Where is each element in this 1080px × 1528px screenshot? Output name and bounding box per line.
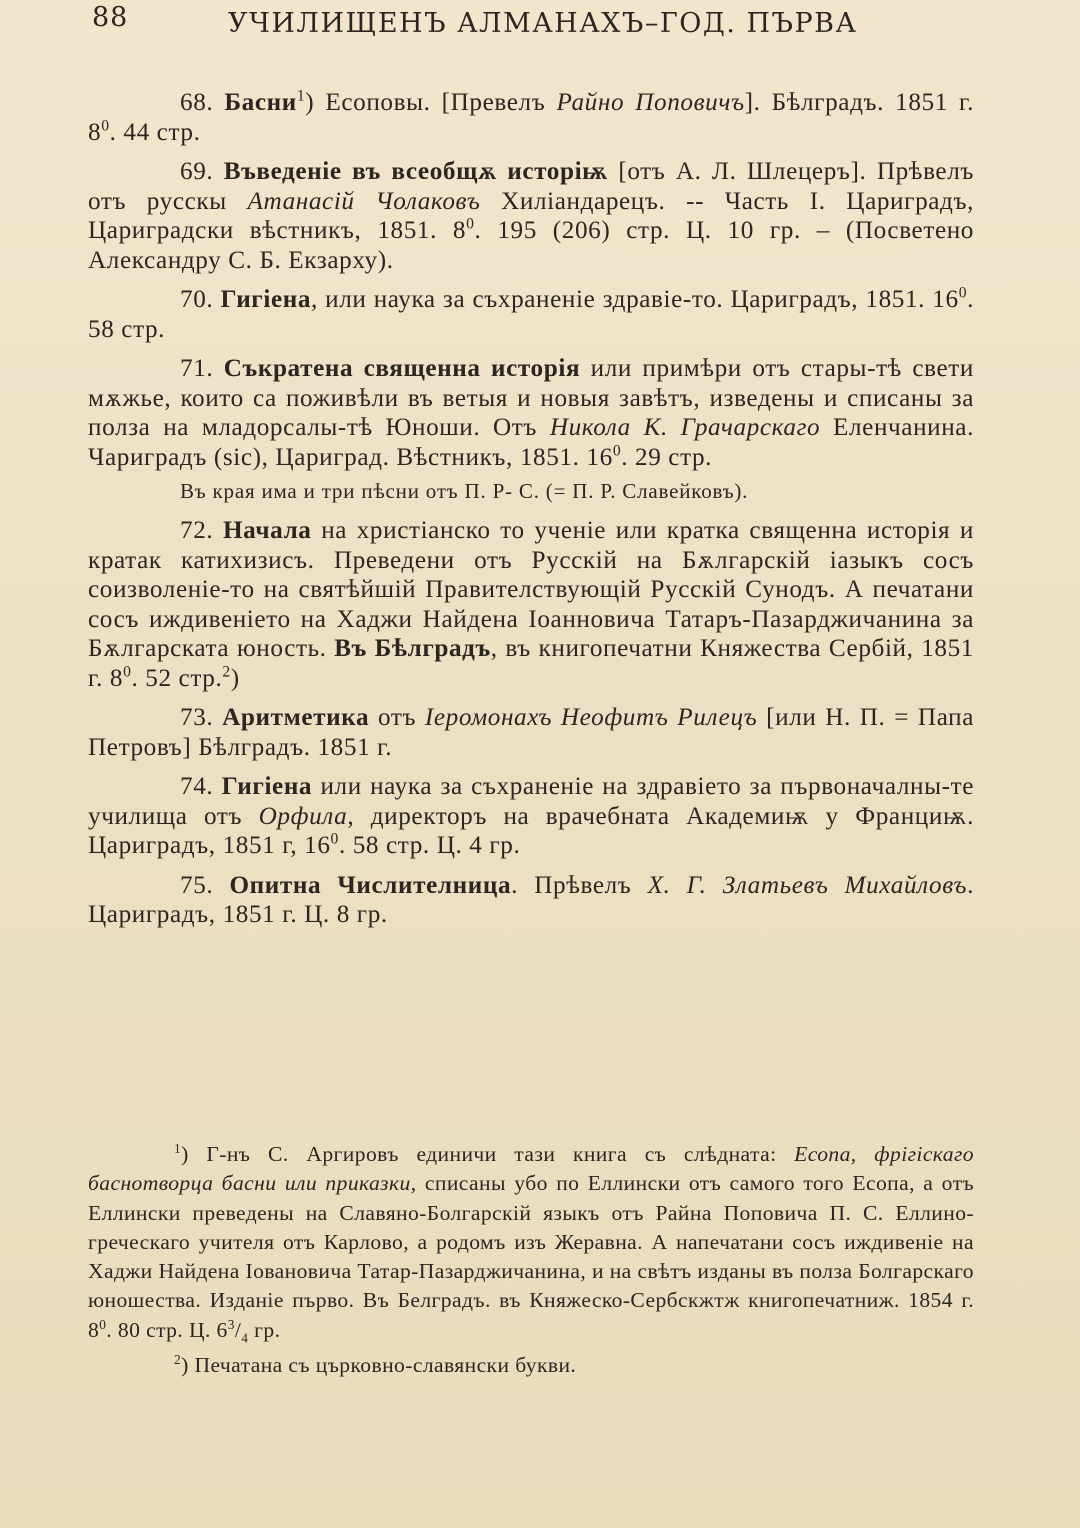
entry-text: . Цариградъ, 1851 г. Ц. 8 гр. <box>88 871 975 928</box>
degree-mark: 0 <box>958 284 968 302</box>
footnotes <box>88 1140 974 1386</box>
degree-mark: 0 <box>612 442 622 460</box>
footnote-text: гр. <box>248 1317 281 1342</box>
footnote-ref: 2 <box>222 663 231 681</box>
footnote-2 <box>88 1351 974 1380</box>
entry-author: Орфила <box>258 802 348 830</box>
entry-number: 70. <box>180 286 214 313</box>
degree-mark: 0 <box>99 1316 107 1332</box>
entry-author: Х. Г. Златьевъ Михайловъ <box>647 871 968 899</box>
entry-text: отъ <box>369 704 425 731</box>
entry-number: 68. <box>180 89 214 116</box>
footnote-book-title: Есопа, фрігіскаго баснотворца басни или приказки <box>88 1142 974 1196</box>
entry-74 <box>88 772 974 861</box>
entry-translator: Атанасій Чолаковъ <box>247 187 481 215</box>
entry-text: ) <box>230 664 240 692</box>
entry-73 <box>88 703 974 762</box>
entry-number: 71. <box>180 355 214 382</box>
entry-number: 69. <box>180 158 214 185</box>
footnote-mark: 2 <box>174 1351 182 1367</box>
entry-text: [отъ А. Л. Шлецеръ]. Прѣвелъ отъ русскы <box>88 158 975 215</box>
entry-text: или наука за съхраненіе на здравіето за първоначалны-те училища отъ <box>88 773 974 830</box>
entry-68 <box>88 88 974 147</box>
entry-text: . 29 стр. <box>621 443 713 471</box>
entry-text: или примѣри отъ стары-тѣ свети мѫжье, които са поживѣли въ ветыя и новыя завѣтъ, изведены и списаны за полза на младорсалы-тѣ Юноши. Отъ <box>88 355 974 441</box>
entry-text: , директоръ на врачебната Академиѭ у Франциѭ. Цариградъ, 1851 г, 16 <box>88 802 974 859</box>
fraction-numerator: 3 <box>227 1316 235 1332</box>
entry-text: на христіанско то ученіе или кратка священна исторія и кратак катихизисъ. Преведени отъ Русскій на Бѫлгарскій іазыкъ сосъ соизволеніе-то на святѣйшій Правителствующій Русскій Сунодъ. А печатани сосъ иждивеніето на Хаджи Найдена Іоанновича Татаръ-Пазарджичанина за Бѫлгарската юность. <box>88 517 974 662</box>
footnote-text: ) Г-нъ С. Аргировъ единичи тази книга съ слѣдната: <box>181 1142 795 1166</box>
entry-71-note: Въ края има и три пѣсни отъ П. Р- С. (= П. Р. Славейковъ). <box>180 479 749 503</box>
entry-title: Басни <box>224 89 297 116</box>
entry-69 <box>88 157 974 275</box>
entry-author: Никола К. Грачарскаго <box>549 414 821 441</box>
entry-text: . 44 стр. <box>109 118 201 146</box>
entry-title: Опитна Числителница <box>229 871 512 899</box>
entry-75 <box>88 871 974 930</box>
footnote-ref: 1 <box>296 87 306 105</box>
entry-text: . 52 стр. <box>131 664 223 692</box>
entry-text: . 58 стр. Ц. 4 гр. <box>338 832 521 859</box>
fraction-denominator: 4 <box>241 1330 249 1346</box>
entry-text: . 58 стр. <box>88 286 974 343</box>
entry-number: 75. <box>180 871 214 899</box>
entry-author: Іеромонахъ Неофитъ Рилецъ <box>424 704 758 731</box>
entry-title: Гигіена <box>220 286 312 313</box>
entry-text: Еленчанина. Чариградъ (sic), Цариград. Вѣстникъ, 1851. 16 <box>88 414 974 471</box>
entry-number: 73. <box>180 704 214 731</box>
entry-70 <box>88 285 974 344</box>
entry-text: . 195 (206) стр. Ц. 10 гр. – (Посветено Александру С. Б. Екзарху). <box>88 217 974 274</box>
degree-mark: 0 <box>330 830 339 848</box>
entry-text: , въ книгопечатни Княжества Сербій, 1851 г. 8 <box>88 635 974 692</box>
entry-place: Въ Бѣлградъ <box>334 635 491 662</box>
entry-71 <box>88 354 974 472</box>
running-head <box>0 2 1080 46</box>
entry-72 <box>88 516 974 693</box>
entry-translator: Райно Поповичъ <box>556 89 745 116</box>
degree-mark: 0 <box>466 215 475 233</box>
entry-title: Съкратена священна исторія <box>223 355 581 382</box>
page-number: 88 <box>92 2 129 33</box>
entry-number: 72. <box>180 517 214 544</box>
entry-title: Гигіена <box>221 773 313 800</box>
entry-text: ) Есоповы. [Превелъ <box>305 89 557 116</box>
entry-title: Аритметика <box>222 704 370 731</box>
running-title: УЧИЛИЩЕНЪ АЛМАНАХЪ–ГОД. ПЪРВА <box>228 8 858 39</box>
entry-text: ]. Бѣлградъ. 1851 г. 8 <box>88 89 974 146</box>
entry-title: Въведеніе въ всеобщѫ исторіѭ <box>223 158 608 185</box>
bibliography-list <box>88 88 974 940</box>
footnote-mark: 1 <box>174 1140 182 1156</box>
entry-text: . Прѣвелъ <box>511 871 648 899</box>
degree-mark: 0 <box>101 117 110 135</box>
entry-number: 74. <box>180 773 214 800</box>
entry-text: , или наука за съхраненіе здравіе-то. Цариградъ, 1851. 16 <box>311 286 959 313</box>
entry-title: Начала <box>222 517 312 544</box>
footnote-1: $^1$) Г-нъ С. Аргировъ единичи тази книга съ слѣдната: Есопа, фрігіскаго баснотворца басни или приказки, списаны убо по Еллински отъ самого того Есопа, а отъ Еллински преведены на Славяно-Болгарскій языкъ отъ Райна Поповича П. С. Еллино-греческаго учителя отъ Карлово, а родомъ изъ Жеравна. А напечатани сосъ иждивеніе на Хаджи Найдена Іовановича Татар-Пазарджичанина, и на свѣтъ изданы въ полза Болгарскаго юношества. Изданіе първо. Въ Белградъ. въ Княжеско-Сербскжтж книгопечатниж. 1854 г. $8^0$. 80 стр. Ц. $6^3/_4$ гр. <box>88 1140 975 1346</box>
footnote-text: , списаны убо по Еллински отъ самого того Есопа, а отъ Еллински преведены на Славяно-Болгарскій языкъ отъ Райна Поповича П. С. Еллино-греческаго учителя отъ Карлово, а родомъ изъ Жеравна. А напечатани сосъ иждивеніе на Хаджи Найдена Іовановича Татар-Пазарджичанина, и на свѣтъ изданы въ полза Болгарскаго юношества. Изданіе първо. Въ Белградъ. въ Княжеско-Сербскжтж книгопечатниж. 1854 г. 8 <box>88 1171 975 1342</box>
entry-text: [или Н. П. = Папа Петровъ] Бѣлградъ. 1851 г. <box>88 704 974 761</box>
degree-mark: 0 <box>123 663 132 681</box>
entry-text: Хиліандарецъ. -- Часть I. Цариградъ, Цариградски вѣстникъ, 1851. 8 <box>88 187 974 244</box>
footnote-text: ) Печатана съ църковно-славянски букви. <box>181 1353 577 1378</box>
footnote-text: . 80 стр. Ц. 6 <box>106 1317 228 1342</box>
